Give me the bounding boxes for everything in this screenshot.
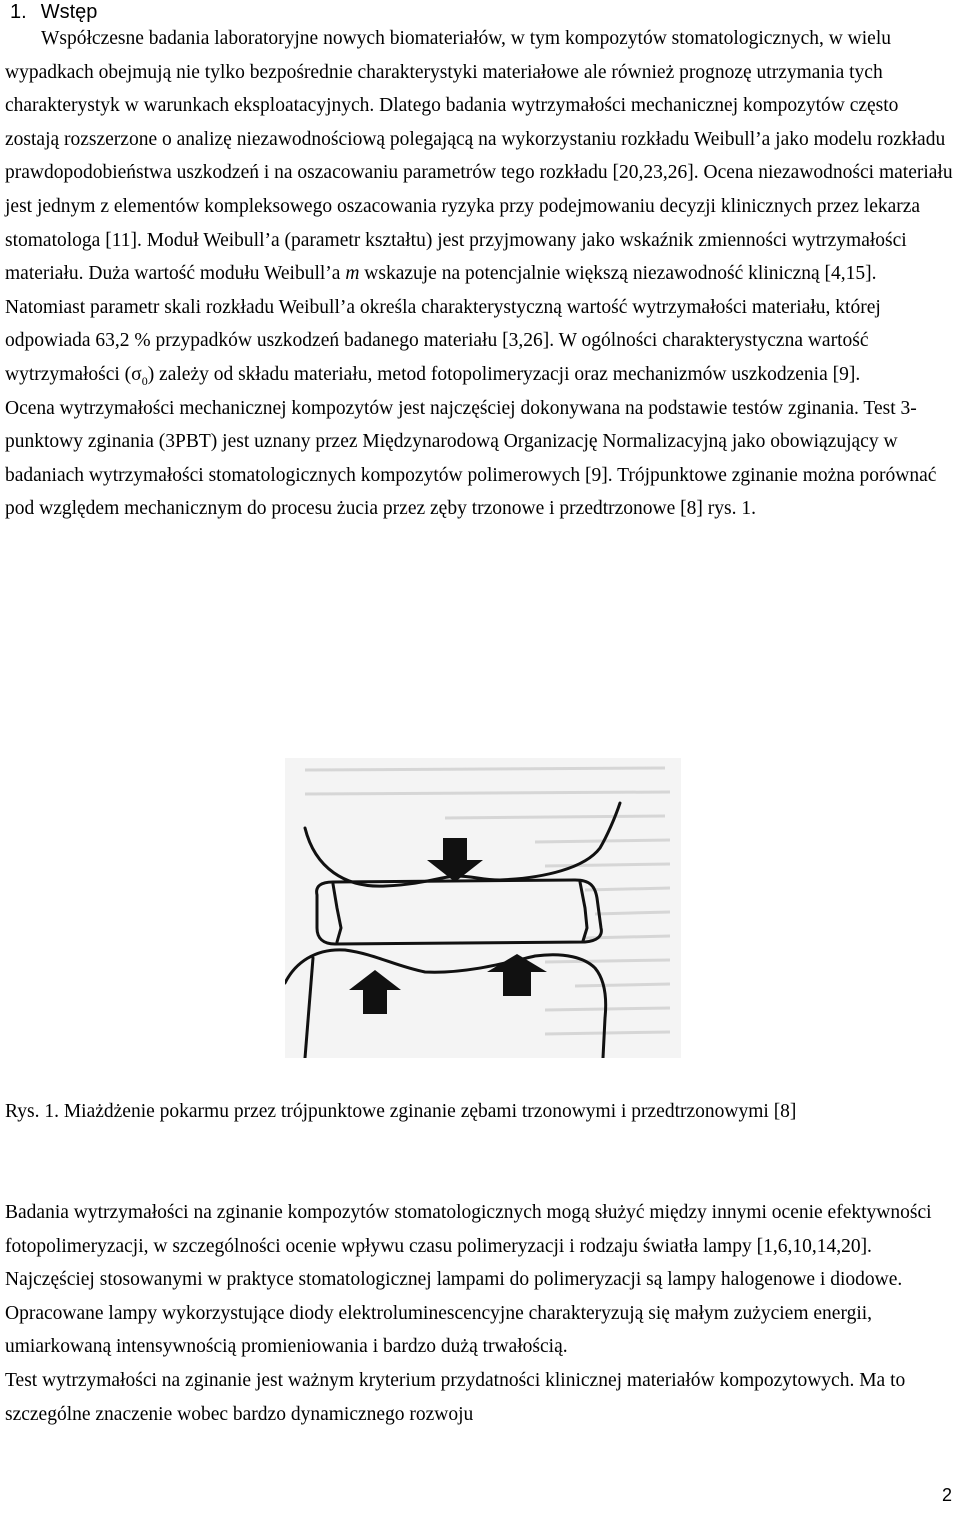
paragraph-bending-test: Ocena wytrzymałości mechanicznej kompozytów jest najczęściej dokonywana na podstawie testów zginania. Test 3-punktowy zginania (3PBT) jest uznany przez Międzynarodową Organizację Normalizacyjną jako obowiązujący w badaniach wytrzymałości stomatologicznych kompozytów polimerowych [9]. Trójpunktowe zginanie można porównać pod względem mechanicznym do procesu żucia przez zęby trzonowe i przedtrzonowe [8] rys. 1. <box>5 397 937 520</box>
weibull-modulus-symbol: m <box>345 263 360 285</box>
section-number: 1. <box>10 1 27 23</box>
figure-caption-text: Rys. 1. Miażdżenie pokarmu przez trójpunktowe zginanie zębami trzonowymi i przedtrzonowymi [8] <box>5 1101 797 1122</box>
page-number: 2 <box>941 1485 952 1505</box>
three-point-bending-figure <box>285 758 681 1058</box>
section-title: Wstęp <box>40 1 98 23</box>
paragraph-curing-lamps: Badania wytrzymałości na zginanie kompozytów stomatologicznych mogą służyć między innymi ocenie efektywności fotopolimeryzacji, w szczególności ocenie wpływu czasu polimeryzacji i rodzaju światła lampy [1,6,10,14,20]. Najczęściej stosowanymi w praktyce stomatologicznej lampami do polimeryzacji są lampy halogenowe i diodowe. Opracowane lampy wykorzystujące diody elektroluminescencyjne charakteryzują się małym zużyciem energii, umiarkowaną intensywnością promieniowania i bardzo dużą trwałością. <box>5 1202 932 1358</box>
sigma-subscript: 0 <box>141 373 148 388</box>
intro-text <box>5 22 957 526</box>
bending-illustration <box>285 758 681 1058</box>
figure-caption <box>5 1095 957 1129</box>
section-heading <box>10 0 97 24</box>
paragraph-weibull: Współczesne badania laboratoryjne nowych biomateriałów, w tym kompozytów stomatologicznych, w wielu wypadkach obejmują nie tylko bezpośrednie charakterystyki materiałowe ale również prognozę utrzymania tych charakterystyk w warunkach eksploatacyjnych. Dlatego badania wytrzymałości mechanicznej kompozytów często zostają rozszerzone o analizę niezawodnościową polegającą na wykorzystaniu rozkładu Weibull’a jako modelu rozkładu prawdopodobieństwa uszkodzeń i na oszacowaniu parametrów tego rozkładu [20,23,26]. Ocena niezawodności materiału jest jednym z elementów kompleksowego oszacowania ryzyka przy podejmowaniu decyzji klinicznych przez lekarza stomatologa [11]. Moduł Weibull’a (parametr kształtu) jest przyjmowany jako wskaźnik zmienności wytrzymałości materiału. Duża wartość modułu Weibull’a m wskazuje na potencjalnie większą niezawodność kliniczną [4,15]. Natomiast parametr skali rozkładu Weibull’a określa charakterystyczną wartość wytrzymałości materiału, której odpowiada 63,2 % przypadków uszkodzeń badanego materiału [3,26]. W ogólności charakterystyczna wartość wytrzymałości $(\sigma_0)$ zależy od składu materiału, metod fotopolimeryzacji oraz mechanizmów uszkodzenia [9]. <box>5 28 953 388</box>
paragraph-clinical-criterion: Test wytrzymałości na zginanie jest ważnym kryterium przydatności klinicznej materiałów kompozytowych. Ma to szczególne znaczenie wobec bardzo dynamicznego rozwoju <box>5 1369 906 1425</box>
body-text <box>5 1196 957 1431</box>
